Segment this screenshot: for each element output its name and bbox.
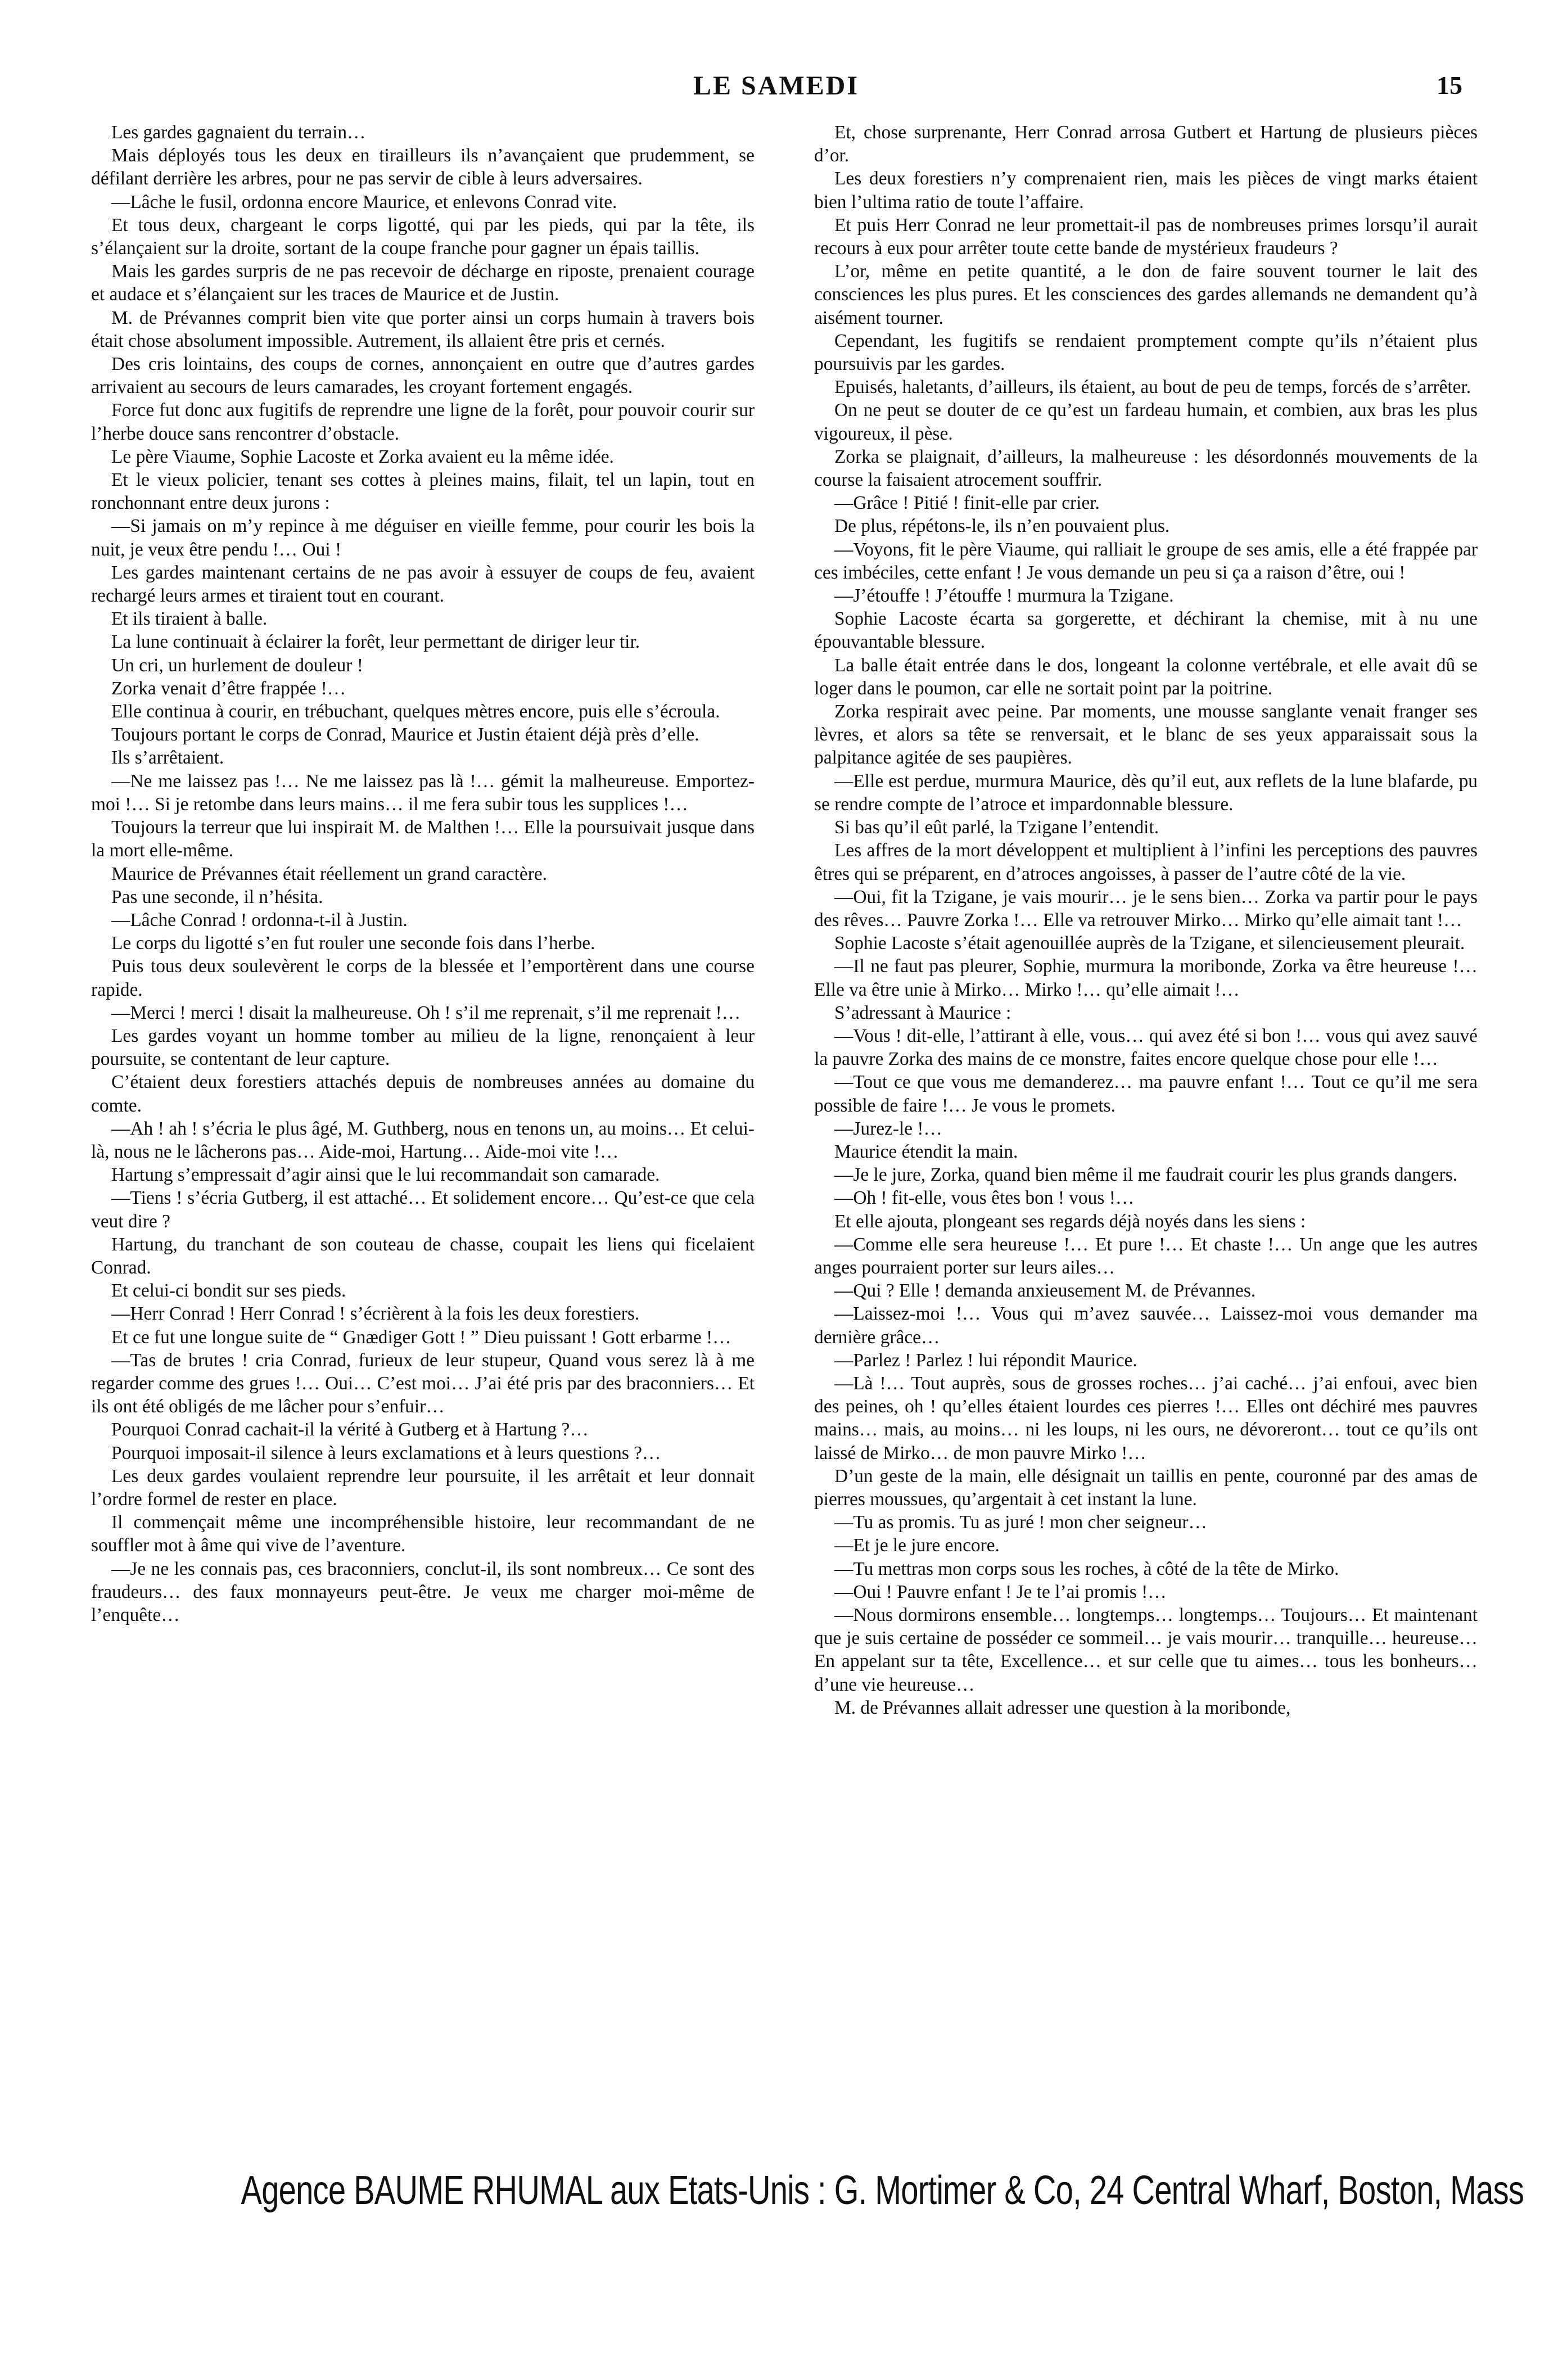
paragraph: Mais déployés tous les deux en tirailleurs ils n’avançaient que prudemment, se défilant derrière les arbres, pour ne pas servir de cible à leurs adversaires.	[91, 145, 755, 189]
paragraph: Un cri, un hurlement de douleur !	[111, 654, 363, 676]
paragraph: —Oh ! fit-elle, vous êtes bon ! vous !…	[834, 1187, 1135, 1209]
paragraph: Pas une seconde, il n’hésita.	[111, 886, 323, 907]
paragraph: Elle continua à courir, en trébuchant, quelques mètres encore, puis elle s’écroula.	[111, 701, 720, 722]
paragraph: Pourquoi Conrad cachait-il la vérité à Gutberg et à Hartung ?…	[111, 1419, 589, 1440]
paragraph: Zorka venait d’être frappée !…	[111, 678, 346, 699]
paragraph: Zorka se plaignait, d’ailleurs, la malheureuse : les désordonnés mouvements de la course la faisaient atrocement souffrir.	[814, 446, 1478, 491]
paragraph: Maurice de Prévannes était réellement un grand caractère.	[111, 863, 547, 884]
paragraph: Puis tous deux soulevèrent le corps de la blessée et l’emportèrent dans une course rapide.	[91, 956, 755, 1000]
paragraph: Les gardes maintenant certains de ne pas avoir à essuyer de coups de feu, avaient rechargé leurs armes et tiraient tout en courant.	[91, 562, 755, 607]
paragraph: Et ce fut une longue suite de “ Gnædiger Gott ! ” Dieu puissant ! Gott erbarme !…	[111, 1326, 731, 1348]
paragraph: De plus, répétons-le, ils n’en pouvaient plus.	[834, 516, 1170, 537]
paragraph: —Comme elle sera heureuse !… Et pure !… Et chaste !… Un ange que les autres anges pourraient porter sur leurs ailes…	[814, 1234, 1478, 1278]
paragraph: —Laissez-moi !… Vous qui m’avez sauvée… Laissez-moi vous demander ma dernière grâce…	[814, 1303, 1478, 1348]
paragraph: —Oui, fit la Tzigane, je vais mourir… je le sens bien… Zorka va partir pour le pays des rêves… Pauvre Zorka !… Elle va retrouver Mirko… Mirko qu’elle aimait tant !…	[814, 886, 1478, 931]
paragraph: —Tiens ! s’écria Gutberg, il est attaché… Et solidement encore… Qu’est-ce que cela veut dire ?	[91, 1187, 755, 1232]
paragraph: —Tout ce que vous me demanderez… ma pauvre enfant !… Tout ce qu’il me sera possible de faire !… Je vous le promets.	[814, 1072, 1478, 1116]
paragraph: —Voyons, fit le père Viaume, qui ralliait le groupe de ses amis, elle a été frappée par ces imbéciles, cette enfant ! Je vous demande un peu si ça a raison d’être, oui !	[814, 539, 1478, 583]
paragraph: —Grâce ! Pitié ! finit-elle par crier.	[834, 493, 1100, 514]
paragraph: Toujours portant le corps de Conrad, Maurice et Justin étaient déjà près d’elle.	[111, 724, 699, 746]
paragraph: Pourquoi imposait-il silence à leurs exclamations et à leurs questions ?…	[111, 1442, 661, 1464]
paragraph: —Qui ? Elle ! demanda anxieusement M. de Prévannes.	[834, 1280, 1256, 1302]
paragraph: S’adressant à Maurice :	[834, 1002, 1011, 1023]
paragraph: —Tu mettras mon corps sous les roches, à côté de la tête de Mirko.	[834, 1558, 1339, 1579]
paragraph: Sophie Lacoste écarta sa gorgerette, et déchirant la chemise, mit à nu une épouvantable blessure.	[814, 608, 1478, 653]
paragraph: —Si jamais on m’y repince à me déguiser en vieille femme, pour courir les bois la nuit, je veux être pendu !… Oui !	[91, 516, 755, 560]
paragraph: —Ah ! ah ! s’écria le plus âgé, M. Guthberg, nous en tenons un, au moins… Et celui-là, nous ne le lâcherons pas… Aide-moi, Hartung… Aide-moi vite !…	[91, 1118, 755, 1162]
paragraph: —Merci ! merci ! disait la malheureuse. Oh ! s’il me reprenait, s’il me reprenait !…	[111, 1002, 741, 1023]
paragraph: Et le vieux policier, tenant ses cottes à pleines mains, filait, tel un lapin, tout en ronchonnant entre deux jurons :	[91, 469, 755, 514]
paragraph: —Là !… Tout auprès, sous de grosses roches… j’ai caché… j’ai enfoui, avec bien des peines, oh ! qu’elles étaient lourdes ces pierres !… Elles ont déchiré mes pauvres mains… mais, au moins… ni les loups, ni les ours, ne dévoreront… tout ce qu’ils ont laissé de Mirko… de mon pauvre Mirko !…	[814, 1372, 1478, 1464]
paragraph: C’étaient deux forestiers attachés depuis de nombreuses années au domaine du comte.	[91, 1072, 755, 1116]
paragraph: M. de Prévannes comprit bien vite que porter ainsi un corps humain à travers bois était chose absolument impossible. Autrement, ils allaient être pris et cernés.	[91, 307, 755, 351]
paragraph: —Je le jure, Zorka, quand bien même il me faudrait courir les plus grands dangers.	[834, 1164, 1458, 1186]
paragraph: —Ne me laissez pas !… Ne me laissez pas là !… gémit la malheureuse. Emportez-moi !… Si je retombe dans leurs mains… il me fera subir tous les supplices !…	[91, 770, 755, 815]
paragraph: —Herr Conrad ! Herr Conrad ! s’écrièrent à la fois les deux forestiers.	[111, 1303, 640, 1325]
paragraph: —Je ne les connais pas, ces braconniers, conclut-il, ils sont nombreux… Ce sont des fraudeurs… des faux monnayeurs peut-être. Je veux me charger moi-même de l’enquête…	[91, 1558, 755, 1625]
paragraph: —Lâche Conrad ! ordonna-t-il à Justin.	[111, 909, 408, 931]
paragraph: Le père Viaume, Sophie Lacoste et Zorka avaient eu la même idée.	[111, 446, 614, 467]
paragraph: Cependant, les fugitifs se rendaient promptement compte qu’ils n’étaient plus poursuivis par les gardes.	[814, 330, 1478, 375]
paragraph: —Oui ! Pauvre enfant ! Je te l’ai promis !…	[834, 1581, 1167, 1602]
paragraph: Et puis Herr Conrad ne leur promettait-il pas de nombreuses primes lorsqu’il aurait recours à eux pour arrêter toute cette bande de mystérieux fraudeurs ?	[814, 214, 1478, 259]
paragraph: Et ils tiraient à balle.	[111, 608, 268, 630]
paragraph: —Lâche le fusil, ordonna encore Maurice, et enlevons Conrad vite.	[111, 191, 617, 213]
paragraph: Les deux forestiers n’y comprenaient rien, mais les pièces de vingt marks étaient bien l’ultima ratio de toute l’affaire.	[814, 168, 1478, 213]
publication-title: LE SAMEDI	[693, 71, 860, 101]
paragraph: Zorka respirait avec peine. Par moments, une mousse sanglante venait franger ses lèvres, et alors sa tête se renversait, et le blanc de ses yeux apparaissait sous la palpitance agitée de ses paupières.	[814, 701, 1478, 769]
paragraph: Hartung s’empressait d’agir ainsi que le lui recommandait son camarade.	[111, 1164, 660, 1186]
paragraph: Ils s’arrêtaient.	[111, 747, 224, 769]
paragraph: Maurice étendit la main.	[834, 1141, 1018, 1162]
paragraph: Mais les gardes surpris de ne pas recevoir de décharge en riposte, prenaient courage et audace et s’élançaient sur les traces de Maurice et de Justin.	[91, 261, 755, 305]
paragraph: Les gardes voyant un homme tomber au milieu de la ligne, renonçaient à leur poursuite, se contentant de leur capture.	[91, 1025, 755, 1070]
paragraph: —Tas de brutes ! cria Conrad, furieux de leur stupeur, Quand vous serez là à me regarder comme des grues !… Oui… C’est moi… J’ai été pris par des braconniers… Et ils ont été obligés de me lâcher pour s’enfuir…	[91, 1349, 755, 1417]
page-number: 15	[1437, 71, 1462, 100]
paragraph: Hartung, du tranchant de son couteau de chasse, coupait les liens qui ficelaient Conrad.	[91, 1234, 755, 1278]
paragraph: Les deux gardes voulaient reprendre leur poursuite, il les arrêtait et leur donnait l’ordre formel de rester en place.	[91, 1465, 755, 1510]
page-header	[90, 70, 1462, 115]
paragraph: —Et je le jure encore.	[834, 1535, 1000, 1556]
paragraph: Et celui-ci bondit sur ses pieds.	[111, 1280, 346, 1302]
paragraph: Toujours la terreur que lui inspirait M. de Malthen !… Elle la poursuivait jusque dans la mort elle-même.	[91, 817, 755, 861]
paragraph: —J’étouffe ! J’étouffe ! murmura la Tzigane.	[834, 585, 1174, 607]
paragraph: Les gardes gagnaient du terrain…	[111, 122, 366, 143]
paragraph: La balle était entrée dans le dos, longeant la colonne vertébrale, et elle avait dû se loger dans le poumon, car elle ne sortait point par la poitrine.	[814, 654, 1478, 699]
paragraph: —Tu as promis. Tu as juré ! mon cher seigneur…	[834, 1512, 1207, 1533]
paragraph: Force fut donc aux fugitifs de reprendre une ligne de la forêt, pour pouvoir courir sur l’herbe douce sans rencontrer d’obstacle.	[91, 400, 755, 444]
paragraph: Le corps du ligotté s’en fut rouler une seconde fois dans l’herbe.	[111, 933, 595, 954]
paragraph: —Nous dormirons ensemble… longtemps… longtemps… Toujours… Et maintenant que je suis certaine de posséder ce sommeil… je vais mourir… tranquille… heureuse… En appelant sur ta tête, Excellence… et sur celle que tu aimes… tous les bonheurs… d’une vie heureuse…	[814, 1605, 1478, 1695]
paragraph: Les affres de la mort développent et multiplient à l’infini les perceptions des pauvres êtres qui se préparent, en d’atroces angoisses, à passer de l’autre côté de la vie.	[814, 840, 1478, 884]
paragraph: M. de Prévannes allait adresser une question à la moribonde,	[834, 1697, 1291, 1718]
paragraph: Et elle ajouta, plongeant ses regards déjà noyés dans les siens :	[834, 1211, 1306, 1232]
paragraph: —Parlez ! Parlez ! lui répondit Maurice.	[834, 1349, 1137, 1371]
paragraph: Et, chose surprenante, Herr Conrad arrosa Gutbert et Hartung de plusieurs pièces d’or.	[814, 122, 1478, 166]
paragraph: Des cris lointains, des coups de cornes, annonçaient en outre que d’autres gardes arrivaient au secours de leurs camarades, les croyant fortement engagés.	[91, 354, 755, 398]
right-column	[814, 121, 1478, 1719]
paragraph: —Vous ! dit-elle, l’attirant à elle, vous… qui avez été si bon !… vous qui avez sauvé la pauvre Zorka des mains de ce monstre, faites encore quelque chose pour elle !…	[814, 1025, 1478, 1070]
paragraph: La lune continuait à éclairer la forêt, leur permettant de diriger leur tir.	[111, 631, 640, 653]
paragraph: D’un geste de la main, elle désignait un taillis en pente, couronné par des amas de pierres moussues, qu’argentait à cet instant la lune.	[814, 1465, 1478, 1510]
paragraph: Il commençait même une incompréhensible histoire, leur recommandant de ne souffler mot à âme qui vive de l’aventure.	[91, 1512, 755, 1556]
paragraph: —Jurez-le !…	[834, 1118, 942, 1139]
left-column	[91, 121, 755, 1627]
paragraph: —Il ne faut pas pleurer, Sophie, murmura la moribonde, Zorka va être heureuse !… Elle va être unie à Mirko… Mirko !… qu’elle aimait !…	[814, 956, 1478, 1000]
paragraph: Et tous deux, chargeant le corps ligotté, qui par les pieds, qui par la tête, ils s’élançaient sur la droite, sortant de la coupe franche pour gagner un épais taillis.	[91, 214, 755, 259]
paragraph: —Elle est perdue, murmura Maurice, dès qu’il eut, aux reflets de la lune blafarde, pu se rendre compte de l’atroce et impardonnable blessure.	[814, 770, 1478, 815]
paragraph: On ne peut se douter de ce qu’est un fardeau humain, et combien, aux bras les plus vigoureux, il pèse.	[814, 400, 1478, 444]
paragraph: Si bas qu’il eût parlé, la Tzigane l’entendit.	[834, 817, 1159, 838]
advertisement-footer: Agence BAUME RHUMAL aux Etats-Unis : G. Mortimer & Co, 24 Central Wharf, Boston, Mass	[241, 2168, 1524, 2213]
paragraph: L’or, même en petite quantité, a le don de faire souvent tourner le lait des consciences les plus pures. Et les consciences des gardes allemands ne demandent qu’à aisément tourner.	[814, 261, 1478, 328]
paragraph: Epuisés, haletants, d’ailleurs, ils étaient, au bout de peu de temps, forcés de s’arrêter.	[834, 377, 1471, 398]
paragraph: Sophie Lacoste s’était agenouillée auprès de la Tzigane, et silencieusement pleurait.	[834, 933, 1465, 954]
